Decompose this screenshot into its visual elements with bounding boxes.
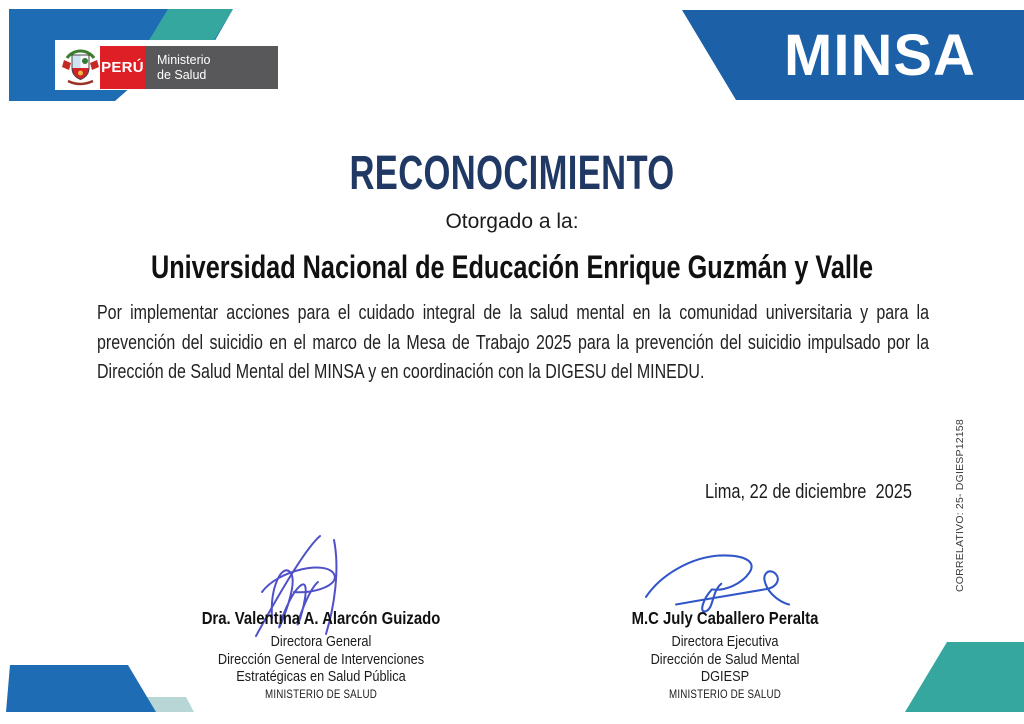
certificate-body: Por implementar acciones para el cuidado integral de la salud mental en la comunidad universitaria y para la prevención del suicidio en el marco de la Mesa de Trabajo 2025 para la prevención del suicidio impulsado por la Dirección de Salud Mental del MINSA y en coordinación con la DIGESU del MINEDU. xyxy=(97,302,929,383)
recipient-name: Universidad Nacional de Educación Enrique Guzmán y Valle xyxy=(150,249,874,285)
signer-role: Directora General xyxy=(270,633,372,650)
correlative-number: CORRELATIVO: 25- DGIESP12158 xyxy=(954,419,966,592)
peru-coat-of-arms-icon xyxy=(62,45,99,87)
deco-bottom-right-teal xyxy=(905,642,1024,712)
arms-cornucopia xyxy=(78,71,83,76)
signer-org: MINISTERIO DE SALUD xyxy=(669,688,781,701)
arms-ribbon-left xyxy=(62,60,71,70)
signer-name: M.C July Caballero Peralta xyxy=(631,608,819,628)
signature-block-left xyxy=(194,608,449,701)
signer-org: MINISTERIO DE SALUD xyxy=(265,688,377,701)
signer-role: Directora Ejecutiva xyxy=(671,633,779,650)
signer-department-line2: Estratégicas en Salud Pública xyxy=(236,668,406,685)
certificate-title: RECONOCIMIENTO xyxy=(349,147,675,200)
ministry-label-line2: de Salud xyxy=(157,67,207,82)
date-line: Lima, 22 de diciembre 2025 xyxy=(705,481,912,503)
signature-block-right xyxy=(598,608,853,701)
arms-tree xyxy=(82,58,88,64)
minsa-logo-text: MINSA xyxy=(784,22,976,88)
arms-field-left xyxy=(72,55,81,68)
signer-department-line2: DGIESP xyxy=(700,668,750,685)
deco-bottom-left-blue xyxy=(6,665,156,712)
peru-label-box xyxy=(100,46,145,89)
arms-ribbon-right xyxy=(90,60,99,70)
signer-department: Dirección General de Intervenciones xyxy=(217,650,425,668)
ministry-label-box xyxy=(145,46,278,89)
signer-name: Dra. Valentina A. Alarcón Guizado xyxy=(201,608,441,628)
peru-label: PERÚ xyxy=(101,59,144,76)
certificate-subtitle: Otorgado a la: xyxy=(445,210,579,233)
ministry-label-line1: Ministerio xyxy=(157,52,211,67)
arms-wreath-base xyxy=(68,81,93,84)
signer-department: Dirección de Salud Mental xyxy=(650,650,800,668)
